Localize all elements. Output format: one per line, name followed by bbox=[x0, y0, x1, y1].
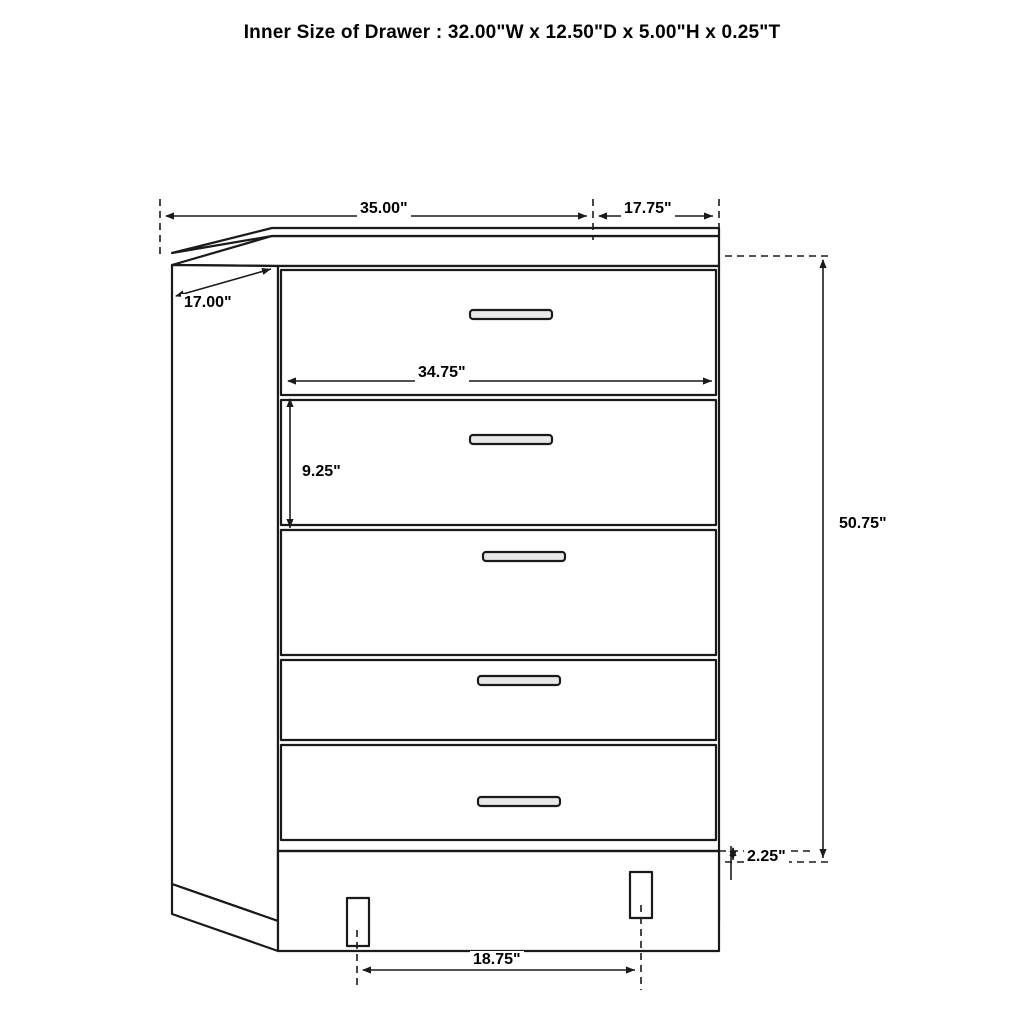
label-top-side: 17.75" bbox=[621, 200, 675, 218]
leg-left bbox=[347, 898, 369, 946]
left-side-panel bbox=[172, 265, 278, 921]
label-depth: 17.00" bbox=[181, 294, 235, 312]
drawer-front-4 bbox=[281, 660, 716, 740]
handle-3 bbox=[483, 552, 565, 561]
chest-body bbox=[172, 228, 719, 951]
label-drawer-width: 34.75" bbox=[415, 364, 469, 382]
handle-5 bbox=[478, 797, 560, 806]
handle-1 bbox=[470, 310, 552, 319]
drawer-front-3 bbox=[281, 530, 716, 655]
drawer-front-5 bbox=[281, 745, 716, 840]
handle-4 bbox=[478, 676, 560, 685]
top-panel bbox=[172, 236, 719, 266]
label-top-width: 35.00" bbox=[357, 200, 411, 218]
page-title: Inner Size of Drawer : 32.00"W x 12.50"D x 5.00"H x 0.25"T bbox=[243, 22, 781, 43]
label-base-height: 2.25" bbox=[744, 848, 789, 866]
handle-2 bbox=[470, 435, 552, 444]
drawer-front-1 bbox=[281, 270, 716, 395]
label-leg-span: 18.75" bbox=[470, 951, 524, 969]
label-total-height: 50.75" bbox=[836, 515, 890, 533]
label-drawer-height: 9.25" bbox=[299, 463, 344, 481]
drawer-front-2 bbox=[281, 400, 716, 525]
